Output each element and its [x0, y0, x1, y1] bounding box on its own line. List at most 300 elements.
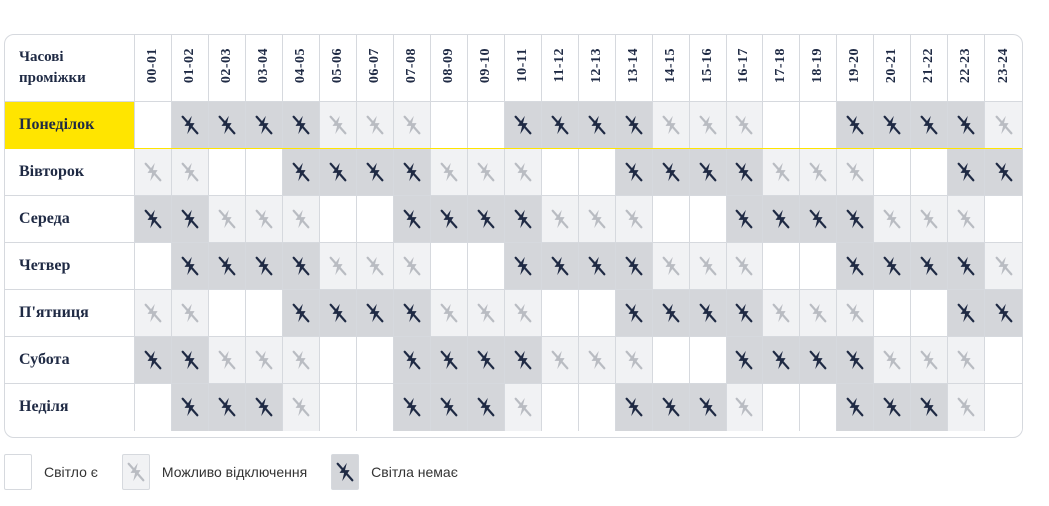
slot-cell-maybe	[615, 337, 652, 384]
power-off-icon	[512, 114, 534, 136]
power-maybe-icon	[475, 302, 497, 324]
slot-cell-maybe	[615, 196, 652, 243]
slot-cell-off	[948, 149, 985, 196]
slot-cell-off	[874, 384, 911, 431]
slot-cell-off	[467, 384, 504, 431]
slot-cell-maybe	[763, 149, 800, 196]
slot-cell-maybe	[985, 102, 1022, 149]
power-maybe-icon	[586, 208, 608, 230]
slot-cell-off	[319, 149, 356, 196]
power-off-icon	[844, 349, 866, 371]
slot-cell-maybe	[467, 290, 504, 337]
slot-cell-on	[319, 384, 356, 431]
slot-cell-off	[208, 384, 245, 431]
day-label: П'ятниця	[5, 290, 135, 337]
day-row	[5, 290, 1022, 337]
power-off-icon	[438, 349, 460, 371]
slot-cell-off	[245, 384, 282, 431]
slot-cell-maybe	[837, 149, 874, 196]
slot-cell-on	[135, 243, 172, 290]
slot-cell-on	[800, 243, 837, 290]
slot-cell-maybe	[356, 102, 393, 149]
legend-swatch-on	[4, 454, 32, 490]
power-off-icon	[586, 255, 608, 277]
power-off-icon	[290, 302, 312, 324]
slot-cell-maybe	[726, 102, 763, 149]
slot-cell-on	[135, 102, 172, 149]
power-maybe-icon	[660, 255, 682, 277]
slot-cell-off	[208, 243, 245, 290]
slot-cell-on	[135, 384, 172, 431]
power-off-icon	[216, 396, 238, 418]
day-row	[5, 149, 1022, 196]
slot-cell-on	[578, 384, 615, 431]
power-maybe-icon	[844, 302, 866, 324]
power-off-icon	[179, 208, 201, 230]
hour-label: 15-16	[699, 47, 715, 84]
slot-cell-maybe	[800, 290, 837, 337]
hour-label: 22-23	[958, 47, 974, 84]
time-slots-header	[5, 35, 135, 102]
power-maybe-icon	[955, 208, 977, 230]
power-maybe-icon	[586, 349, 608, 371]
slot-cell-off	[837, 243, 874, 290]
slot-cell-off	[578, 102, 615, 149]
power-maybe-icon	[290, 349, 312, 371]
hour-header	[837, 35, 874, 102]
slot-cell-off	[615, 243, 652, 290]
power-maybe-icon	[955, 396, 977, 418]
day-label: Понеділок	[5, 102, 135, 149]
slot-cell-off	[948, 243, 985, 290]
slot-cell-maybe	[504, 149, 541, 196]
power-off-icon	[770, 349, 792, 371]
hour-label: 19-20	[847, 47, 863, 84]
power-off-icon	[142, 349, 164, 371]
slot-cell-off	[615, 290, 652, 337]
slot-cell-on	[652, 337, 689, 384]
power-maybe-icon	[438, 161, 460, 183]
hour-label: 03-04	[255, 47, 271, 84]
hour-label: 16-17	[736, 47, 752, 84]
slot-cell-maybe	[319, 102, 356, 149]
hour-label: 04-05	[292, 47, 308, 84]
day-row	[5, 243, 1022, 290]
slot-cell-maybe	[948, 196, 985, 243]
power-off-icon	[844, 208, 866, 230]
power-maybe-icon	[733, 114, 755, 136]
slot-cell-off	[763, 337, 800, 384]
power-off-icon	[881, 255, 903, 277]
slot-cell-off	[689, 384, 726, 431]
slot-cell-off	[245, 102, 282, 149]
hour-header	[135, 35, 172, 102]
power-maybe-icon	[549, 208, 571, 230]
slot-cell-off	[171, 196, 208, 243]
slot-cell-on	[763, 102, 800, 149]
power-maybe-icon	[179, 161, 201, 183]
slot-cell-maybe	[911, 337, 948, 384]
slot-cell-off	[726, 149, 763, 196]
power-off-icon	[290, 161, 312, 183]
slot-cell-on	[985, 337, 1022, 384]
slot-cell-maybe	[319, 243, 356, 290]
power-off-icon	[549, 114, 571, 136]
hour-label: 11-12	[551, 48, 567, 83]
power-off-icon	[438, 208, 460, 230]
slot-cell-off	[393, 149, 430, 196]
slot-cell-off	[430, 384, 467, 431]
slot-cell-off	[615, 384, 652, 431]
slot-cell-off	[652, 384, 689, 431]
power-maybe-icon	[993, 114, 1015, 136]
slot-cell-off	[726, 196, 763, 243]
slot-cell-maybe	[504, 384, 541, 431]
hour-label: 05-06	[329, 47, 345, 84]
power-maybe-icon	[807, 302, 829, 324]
power-off-icon	[844, 114, 866, 136]
slot-cell-off	[430, 196, 467, 243]
slot-cell-maybe	[282, 337, 319, 384]
day-row	[5, 384, 1022, 431]
slot-cell-on	[430, 102, 467, 149]
power-off-icon	[697, 396, 719, 418]
hour-header	[800, 35, 837, 102]
slot-cell-off	[356, 149, 393, 196]
slot-cell-off	[911, 384, 948, 431]
power-off-icon	[364, 161, 386, 183]
slot-cell-on	[985, 196, 1022, 243]
day-label: Середа	[5, 196, 135, 243]
day-row	[5, 196, 1022, 243]
slot-cell-on	[763, 384, 800, 431]
slot-cell-on	[689, 337, 726, 384]
power-off-icon	[475, 208, 497, 230]
slot-cell-maybe	[689, 102, 726, 149]
power-off-icon	[733, 349, 755, 371]
power-maybe-icon	[364, 255, 386, 277]
slot-cell-maybe	[245, 196, 282, 243]
power-off-icon	[179, 114, 201, 136]
power-maybe-icon	[844, 161, 866, 183]
slot-cell-off	[393, 290, 430, 337]
hour-header	[467, 35, 504, 102]
power-off-icon	[512, 208, 534, 230]
slot-cell-maybe	[245, 337, 282, 384]
slot-cell-on	[245, 149, 282, 196]
hour-header	[171, 35, 208, 102]
hour-header	[874, 35, 911, 102]
legend-item-on	[4, 454, 98, 490]
hour-label: 00-01	[144, 47, 160, 84]
power-off-icon	[475, 349, 497, 371]
power-maybe-icon	[290, 208, 312, 230]
hour-label: 21-22	[921, 47, 937, 84]
slot-cell-maybe	[430, 149, 467, 196]
power-off-icon	[733, 302, 755, 324]
slot-cell-off	[208, 102, 245, 149]
slot-cell-off	[393, 337, 430, 384]
power-maybe-icon	[881, 349, 903, 371]
slot-cell-off	[504, 243, 541, 290]
slot-cell-on	[763, 243, 800, 290]
corner-line2: проміжки	[19, 70, 86, 86]
slot-cell-on	[985, 384, 1022, 431]
day-row	[5, 102, 1022, 149]
power-off-icon	[660, 302, 682, 324]
slot-cell-off	[652, 149, 689, 196]
power-off-icon	[401, 302, 423, 324]
hour-label: 18-19	[810, 47, 826, 84]
hour-header	[578, 35, 615, 102]
power-off-icon	[290, 255, 312, 277]
slot-cell-off	[504, 196, 541, 243]
hour-label: 17-18	[773, 47, 789, 84]
power-off-icon	[844, 396, 866, 418]
slot-cell-on	[430, 243, 467, 290]
slot-cell-maybe	[171, 149, 208, 196]
power-maybe-icon	[770, 302, 792, 324]
power-maybe-icon	[955, 349, 977, 371]
slot-cell-maybe	[208, 196, 245, 243]
power-off-icon	[401, 161, 423, 183]
legend-item-off	[331, 454, 458, 490]
power-off-icon	[697, 161, 719, 183]
slot-cell-off	[171, 102, 208, 149]
power-maybe-icon	[733, 255, 755, 277]
power-off-icon	[327, 161, 349, 183]
slot-cell-on	[467, 102, 504, 149]
slot-cell-off	[578, 243, 615, 290]
slot-cell-maybe	[948, 337, 985, 384]
power-maybe-icon	[401, 114, 423, 136]
slot-cell-off	[985, 149, 1022, 196]
hour-header	[393, 35, 430, 102]
power-off-icon	[844, 255, 866, 277]
slot-cell-on	[541, 290, 578, 337]
slot-cell-off	[689, 149, 726, 196]
hour-header	[319, 35, 356, 102]
slot-cell-off	[393, 384, 430, 431]
day-label: Субота	[5, 337, 135, 384]
slot-cell-on	[356, 196, 393, 243]
slot-cell-on	[319, 337, 356, 384]
hour-header	[615, 35, 652, 102]
slot-cell-off	[874, 102, 911, 149]
hour-header	[208, 35, 245, 102]
hour-label: 12-13	[588, 47, 604, 84]
outage-schedule-table	[5, 35, 1022, 431]
slot-cell-maybe	[652, 243, 689, 290]
power-off-icon	[623, 396, 645, 418]
power-maybe-icon	[512, 396, 534, 418]
legend	[4, 453, 482, 491]
power-off-icon	[179, 349, 201, 371]
hour-label: 06-07	[366, 47, 382, 84]
schedule-table-container	[4, 34, 1023, 438]
power-off-icon	[807, 349, 829, 371]
slot-cell-off	[689, 290, 726, 337]
day-label: Вівторок	[5, 149, 135, 196]
hour-label: 01-02	[181, 47, 197, 84]
hour-label: 09-10	[477, 47, 493, 84]
power-maybe-icon	[290, 396, 312, 418]
power-off-icon	[401, 349, 423, 371]
slot-cell-off	[171, 337, 208, 384]
power-maybe-icon	[125, 461, 147, 483]
legend-swatch-off	[331, 454, 359, 490]
power-maybe-icon	[216, 349, 238, 371]
slot-cell-maybe	[393, 243, 430, 290]
power-maybe-icon	[881, 208, 903, 230]
power-off-icon	[807, 208, 829, 230]
hour-label: 20-21	[884, 47, 900, 84]
hour-header	[911, 35, 948, 102]
power-maybe-icon	[253, 349, 275, 371]
power-maybe-icon	[770, 161, 792, 183]
slot-cell-off	[245, 243, 282, 290]
legend-label-off: Світла немає	[371, 464, 458, 480]
slot-cell-off	[319, 290, 356, 337]
power-off-icon	[697, 302, 719, 324]
slot-cell-off	[282, 149, 319, 196]
slot-cell-maybe	[652, 102, 689, 149]
hour-header	[652, 35, 689, 102]
slot-cell-maybe	[430, 290, 467, 337]
power-off-icon	[179, 255, 201, 277]
power-off-icon	[253, 396, 275, 418]
slot-cell-on	[541, 384, 578, 431]
slot-cell-off	[467, 196, 504, 243]
power-maybe-icon	[697, 114, 719, 136]
power-off-icon	[290, 114, 312, 136]
power-maybe-icon	[142, 302, 164, 324]
slot-cell-maybe	[985, 243, 1022, 290]
hour-header	[504, 35, 541, 102]
legend-label-on: Світло є	[44, 464, 98, 480]
slot-cell-off	[911, 102, 948, 149]
slot-cell-off	[985, 290, 1022, 337]
slot-cell-off	[135, 337, 172, 384]
slot-cell-off	[726, 290, 763, 337]
hour-label: 07-08	[403, 47, 419, 84]
slot-cell-on	[874, 149, 911, 196]
power-off-icon	[512, 255, 534, 277]
power-off-icon	[955, 114, 977, 136]
slot-cell-maybe	[578, 337, 615, 384]
slot-cell-off	[356, 290, 393, 337]
power-off-icon	[881, 396, 903, 418]
hour-header	[356, 35, 393, 102]
power-off-icon	[993, 161, 1015, 183]
legend-swatch-maybe	[122, 454, 150, 490]
power-off-icon	[955, 161, 977, 183]
slot-cell-off	[430, 337, 467, 384]
power-maybe-icon	[512, 161, 534, 183]
slot-cell-off	[615, 102, 652, 149]
slot-cell-off	[282, 102, 319, 149]
hour-label: 14-15	[662, 47, 678, 84]
slot-cell-maybe	[135, 290, 172, 337]
slot-cell-off	[504, 102, 541, 149]
hour-label: 08-09	[440, 47, 456, 84]
slot-cell-maybe	[504, 290, 541, 337]
power-off-icon	[438, 396, 460, 418]
hour-label: 23-24	[995, 47, 1011, 84]
slot-cell-off	[837, 337, 874, 384]
power-off-icon	[918, 255, 940, 277]
power-off-icon	[401, 396, 423, 418]
slot-cell-on	[541, 149, 578, 196]
power-maybe-icon	[918, 208, 940, 230]
slot-cell-maybe	[689, 243, 726, 290]
slot-cell-maybe	[726, 384, 763, 431]
power-off-icon	[733, 208, 755, 230]
power-maybe-icon	[401, 255, 423, 277]
slot-cell-on	[208, 290, 245, 337]
power-off-icon	[253, 255, 275, 277]
slot-cell-maybe	[874, 196, 911, 243]
power-off-icon	[253, 114, 275, 136]
slot-cell-off	[652, 290, 689, 337]
slot-cell-on	[800, 384, 837, 431]
schedule-body	[5, 102, 1022, 431]
slot-cell-on	[356, 384, 393, 431]
power-maybe-icon	[660, 114, 682, 136]
slot-cell-off	[837, 196, 874, 243]
slot-cell-maybe	[282, 196, 319, 243]
slot-cell-off	[911, 243, 948, 290]
slot-cell-on	[911, 149, 948, 196]
power-off-icon	[881, 114, 903, 136]
power-off-icon	[623, 302, 645, 324]
slot-cell-on	[800, 102, 837, 149]
slot-cell-off	[135, 196, 172, 243]
power-maybe-icon	[438, 302, 460, 324]
power-off-icon	[216, 255, 238, 277]
slot-cell-on	[319, 196, 356, 243]
slot-cell-off	[541, 102, 578, 149]
hour-label: 10-11	[514, 48, 530, 83]
hour-header	[948, 35, 985, 102]
power-maybe-icon	[623, 349, 645, 371]
hour-header	[726, 35, 763, 102]
hour-header	[689, 35, 726, 102]
slot-cell-off	[282, 243, 319, 290]
slot-cell-off	[948, 290, 985, 337]
slot-cell-on	[689, 196, 726, 243]
slot-cell-off	[541, 243, 578, 290]
slot-cell-maybe	[763, 290, 800, 337]
hour-header	[430, 35, 467, 102]
slot-cell-maybe	[541, 196, 578, 243]
power-maybe-icon	[697, 255, 719, 277]
slot-cell-off	[171, 384, 208, 431]
power-maybe-icon	[993, 255, 1015, 277]
power-maybe-icon	[216, 208, 238, 230]
power-off-icon	[475, 396, 497, 418]
power-maybe-icon	[549, 349, 571, 371]
slot-cell-maybe	[393, 102, 430, 149]
power-maybe-icon	[253, 208, 275, 230]
power-off-icon	[623, 114, 645, 136]
slot-cell-maybe	[135, 149, 172, 196]
slot-cell-maybe	[911, 196, 948, 243]
slot-cell-maybe	[541, 337, 578, 384]
power-off-icon	[623, 161, 645, 183]
power-off-icon	[401, 208, 423, 230]
slot-cell-on	[467, 243, 504, 290]
